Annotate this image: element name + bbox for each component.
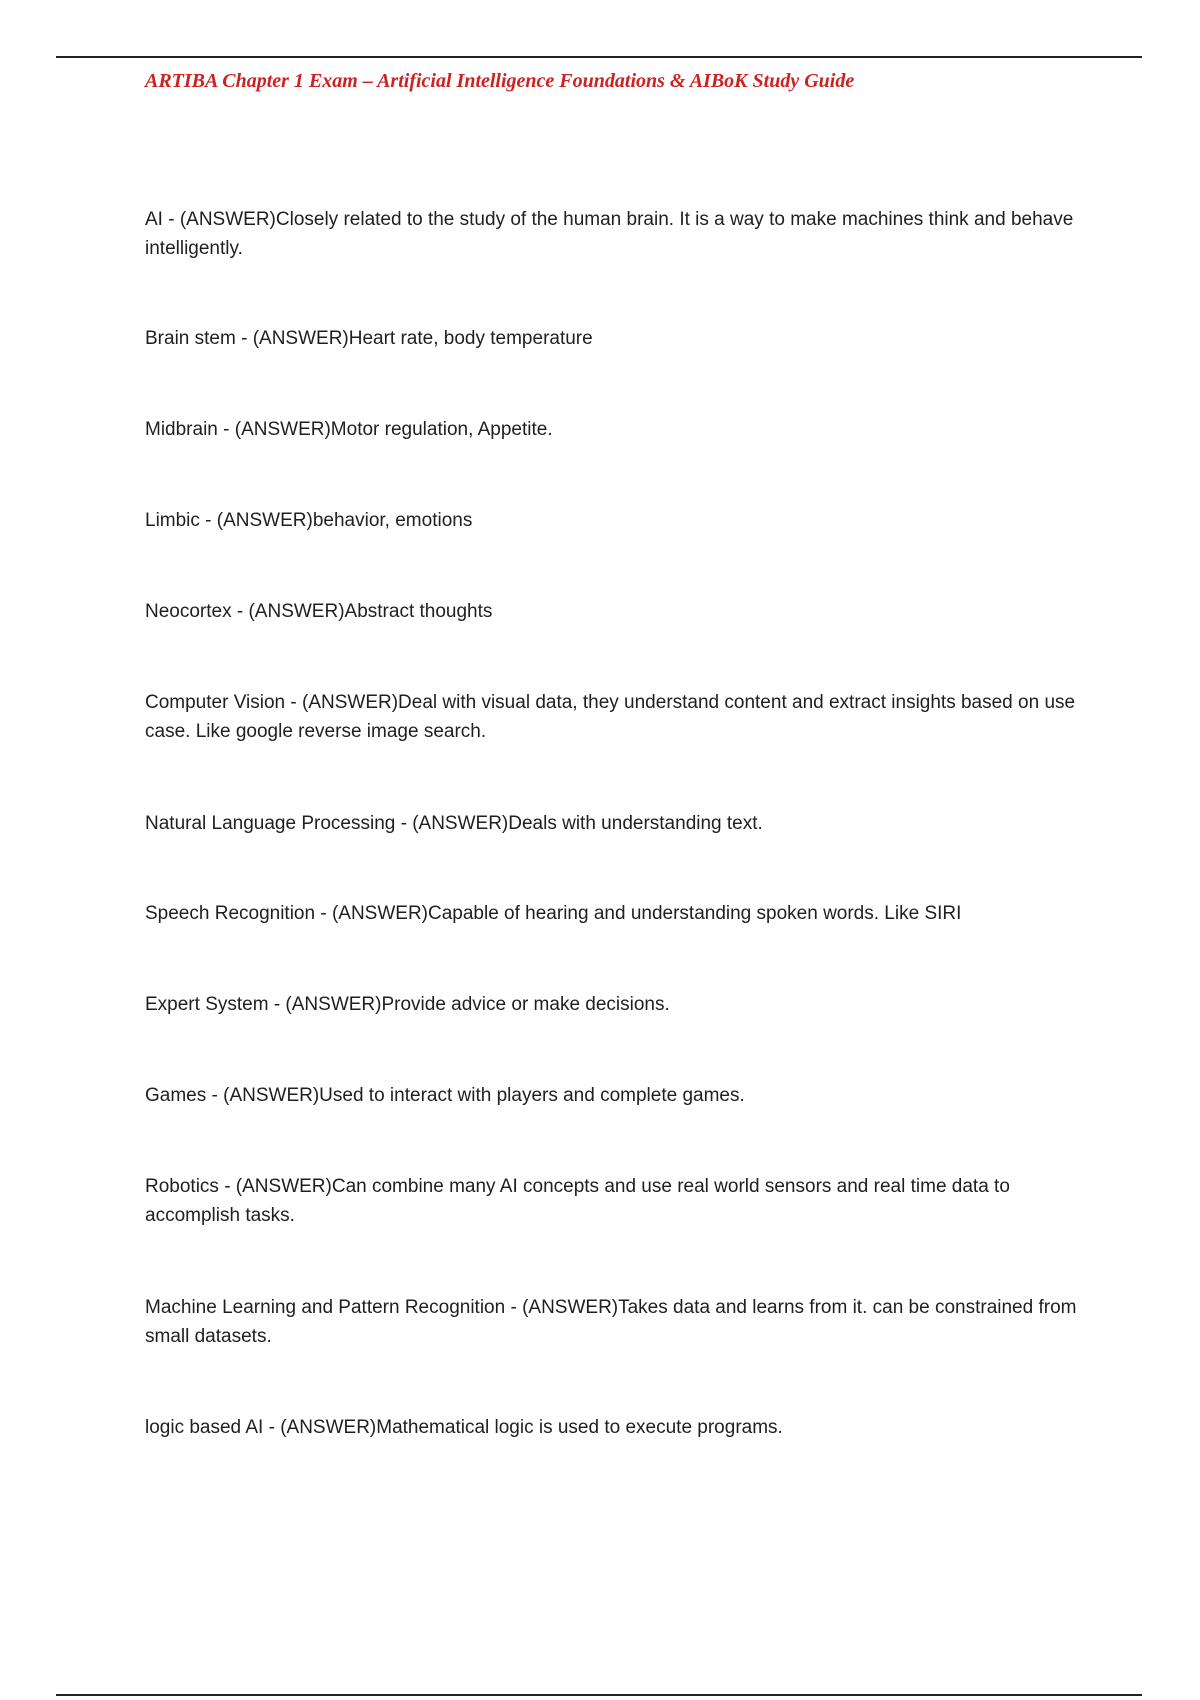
header-rule: [56, 56, 1142, 58]
qa-entry-speech-recognition: Speech Recognition - (ANSWER)Capable of hearing and understanding spoken words. Like SIRI: [145, 903, 962, 924]
qa-entry-robotics: Robotics - (ANSWER)Can combine many AI concepts and use real world sensors and real time data to accomplish tasks.: [145, 1176, 1010, 1226]
footer-rule: [56, 1694, 1142, 1696]
qa-entry-nlp: Natural Language Processing - (ANSWER)Deals with understanding text.: [145, 813, 763, 834]
qa-entry-ai: AI - (ANSWER)Closely related to the study of the human brain. It is a way to make machines think and behave intelligently.: [145, 209, 1074, 259]
qa-entry-games: Games - (ANSWER)Used to interact with players and complete games.: [145, 1085, 745, 1106]
qa-entry-machine-learning: Machine Learning and Pattern Recognition - (ANSWER)Takes data and learns from it. can be constrained from small datasets.: [145, 1297, 1077, 1347]
qa-entry-neocortex: Neocortex - (ANSWER)Abstract thoughts: [145, 601, 493, 622]
qa-entry-logic-based-ai: logic based AI - (ANSWER)Mathematical logic is used to execute programs.: [145, 1417, 783, 1438]
qa-entry-expert-system: Expert System - (ANSWER)Provide advice or make decisions.: [145, 994, 670, 1015]
document-header-title: ARTIBA Chapter 1 Exam – Artificial Intelligence Foundations & AIBoK Study Guide: [145, 70, 855, 92]
qa-entry-limbic: Limbic - (ANSWER)behavior, emotions: [145, 510, 473, 531]
qa-entry-brain-stem: Brain stem - (ANSWER)Heart rate, body temperature: [145, 328, 593, 349]
qa-entry-midbrain: Midbrain - (ANSWER)Motor regulation, Appetite.: [145, 419, 553, 440]
qa-entry-computer-vision: Computer Vision - (ANSWER)Deal with visual data, they understand content and extract insights based on use case. Like google reverse image search.: [145, 692, 1076, 742]
